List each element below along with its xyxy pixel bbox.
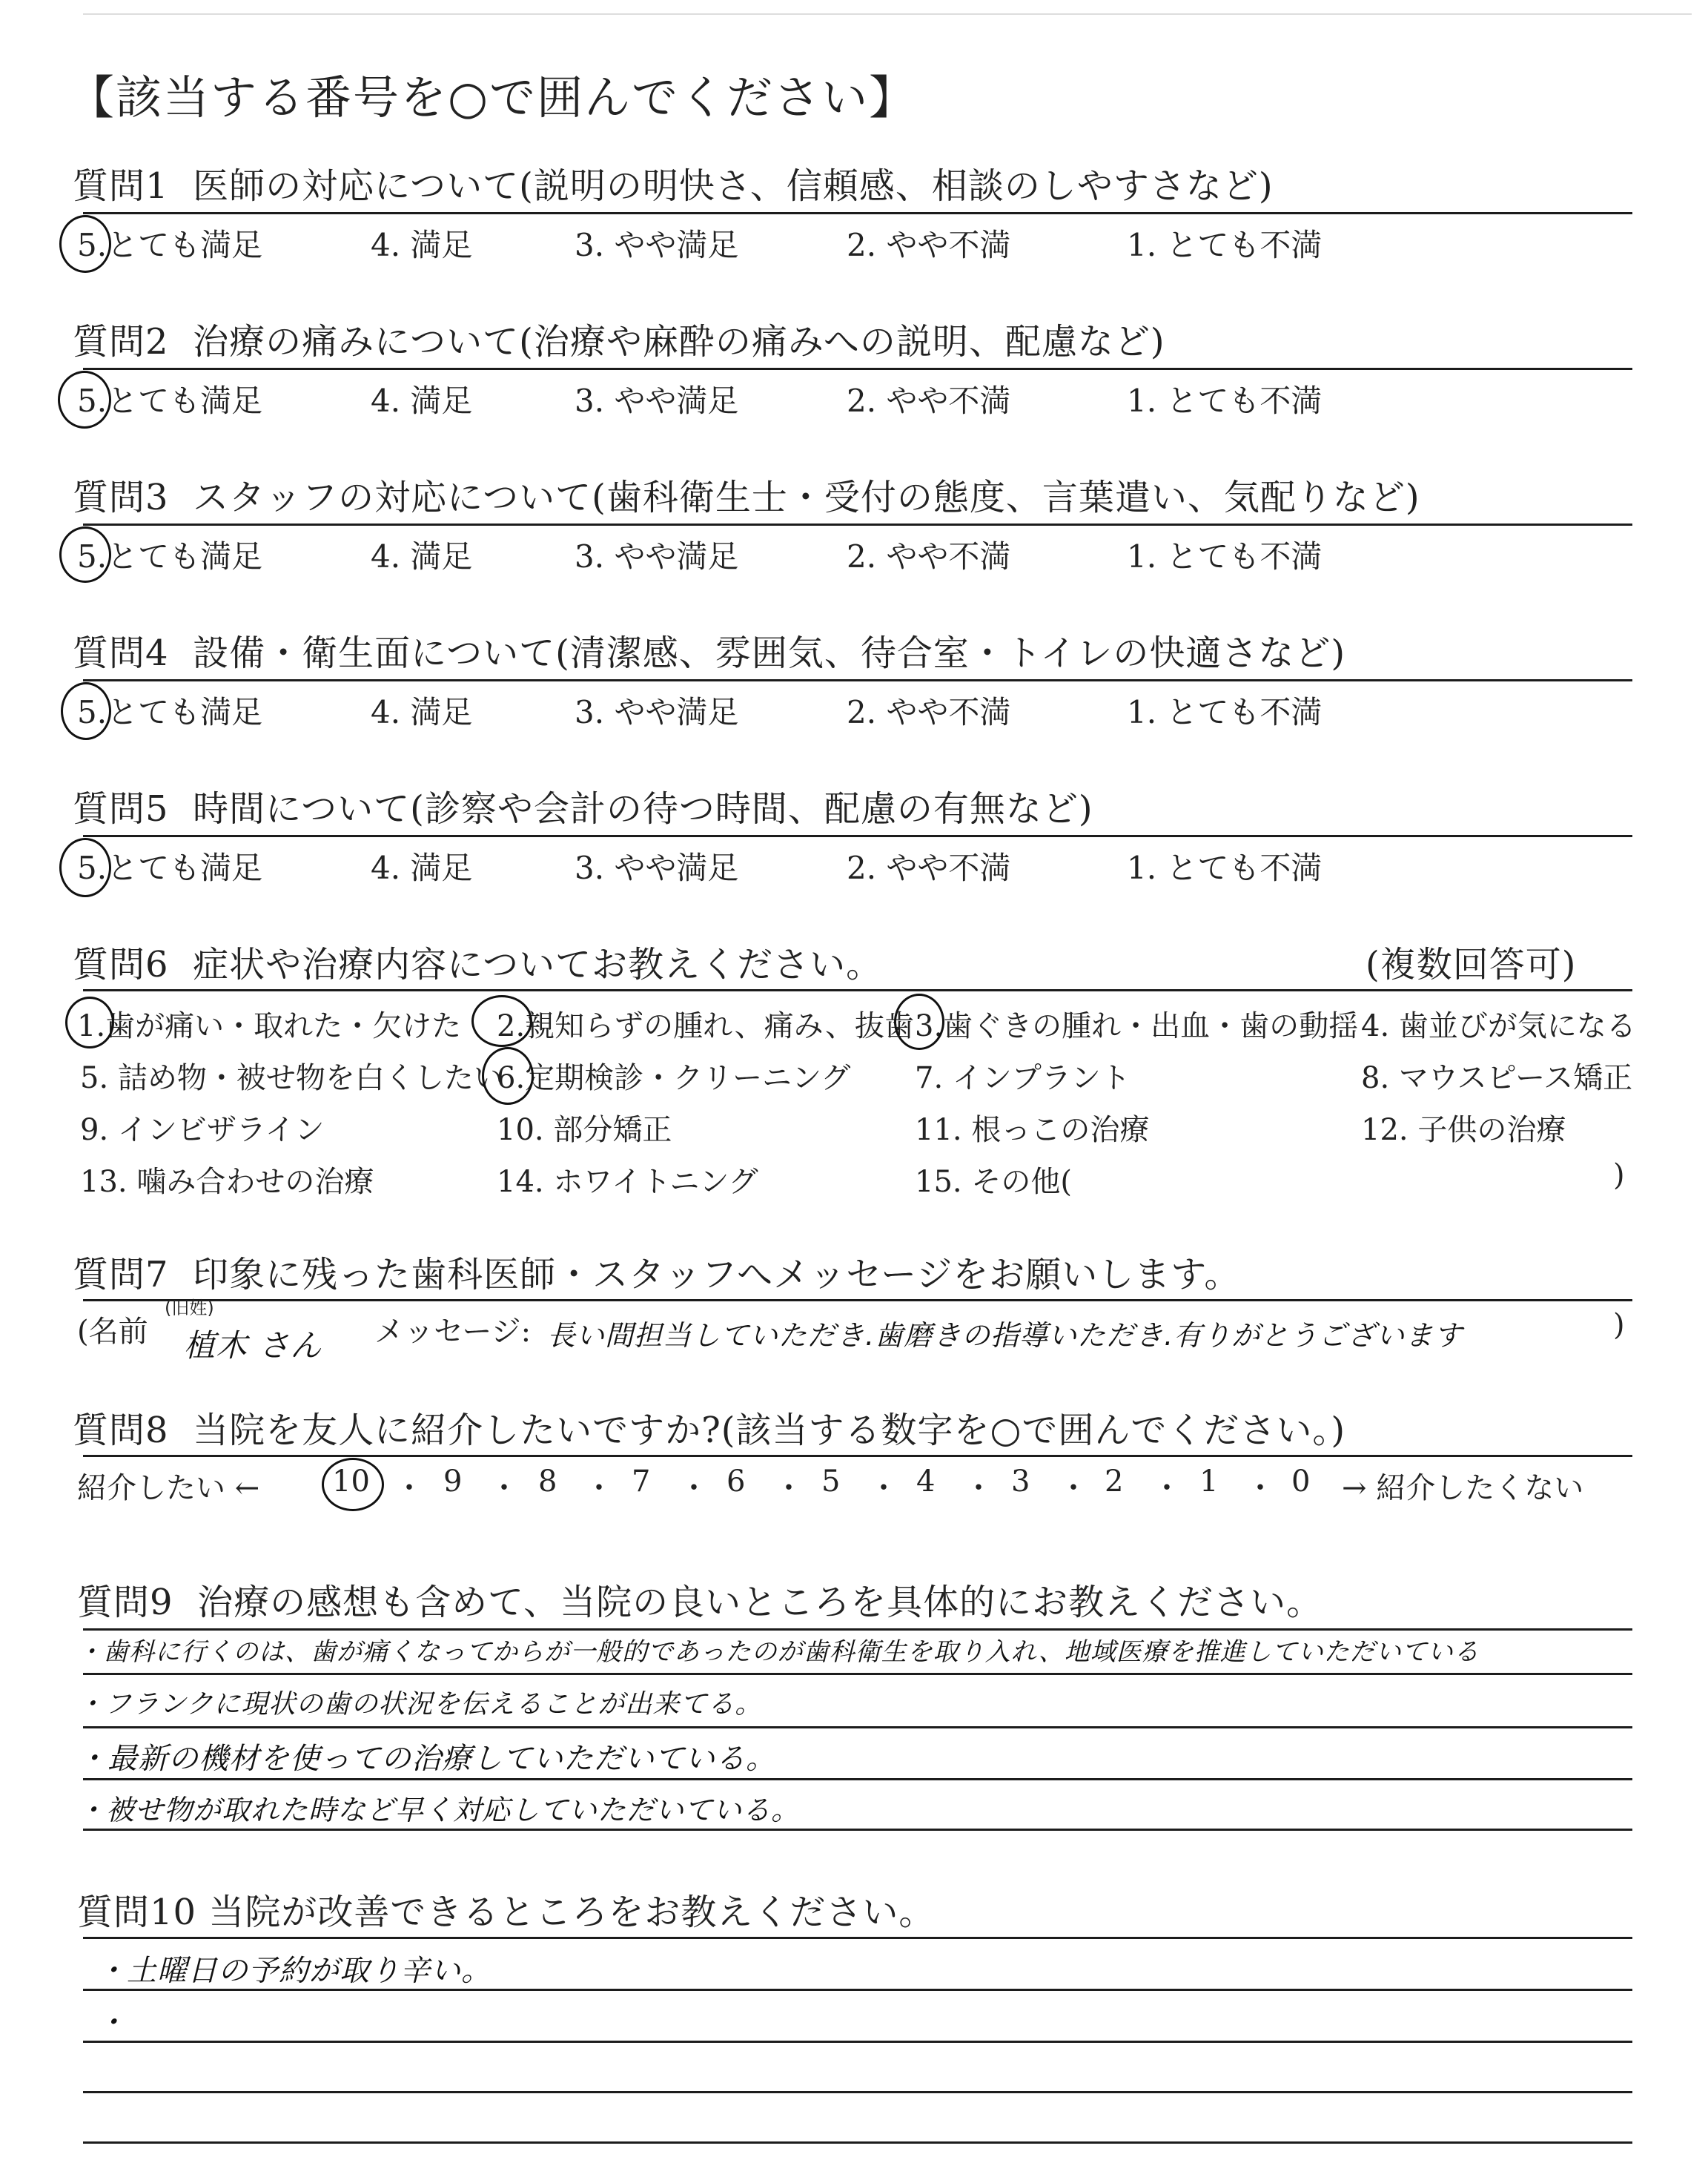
question-5-rule bbox=[83, 835, 1632, 837]
q10-answer-1[interactable]: ・土曜日の予約が取り辛い。 bbox=[96, 1954, 491, 1988]
scale-4[interactable]: 4 bbox=[916, 1464, 936, 1499]
question-8-label: 質問8 bbox=[73, 1410, 169, 1451]
q10-answer-2[interactable]: ・ bbox=[96, 2006, 127, 2040]
name-label: (名前 bbox=[77, 1315, 148, 1349]
answer-line bbox=[83, 2091, 1632, 2093]
q3-selection-circle bbox=[59, 526, 111, 583]
answer-line bbox=[83, 1778, 1632, 1780]
question-10-rule bbox=[83, 1937, 1632, 1939]
scale-3[interactable]: 3 bbox=[1011, 1464, 1030, 1499]
q3-option-2[interactable]: 2. やや不満 bbox=[847, 538, 1011, 575]
scale-dot: ・ bbox=[1245, 1471, 1275, 1505]
question-9-label: 質問9 bbox=[77, 1582, 173, 1623]
q6-item-6[interactable]: 6.定期検診・クリーニング bbox=[497, 1061, 851, 1095]
q6-item-5[interactable]: 5. 詰め物・被せ物を白くしたい bbox=[80, 1061, 503, 1095]
q6-item-1[interactable]: 1.歯が痛い・取れた・欠けた bbox=[77, 1009, 462, 1043]
q6-item-11[interactable]: 11. 根っこの治療 bbox=[915, 1113, 1150, 1147]
q6-item-12[interactable]: 12. 子供の治療 bbox=[1361, 1113, 1566, 1147]
question-7-label: 質問7 bbox=[73, 1254, 169, 1295]
question-6 bbox=[73, 936, 882, 987]
q1-option-1[interactable]: 1. とても不満 bbox=[1127, 227, 1323, 263]
q1-option-5[interactable]: 5.とても満足 bbox=[77, 227, 263, 263]
answer-line bbox=[83, 1726, 1632, 1728]
q4-option-2[interactable]: 2. やや不満 bbox=[847, 694, 1011, 730]
q5-selection-circle bbox=[59, 838, 111, 897]
question-2 bbox=[73, 313, 1165, 364]
q4-option-3[interactable]: 3. やや満足 bbox=[575, 694, 739, 730]
q6-item-3[interactable]: 3.歯ぐきの腫れ・出血・歯の動揺 bbox=[915, 1009, 1359, 1043]
scale-dot: ・ bbox=[1059, 1471, 1088, 1505]
question-1-rule bbox=[83, 212, 1632, 214]
answer-line bbox=[83, 1673, 1632, 1675]
answer-line bbox=[83, 1989, 1632, 1991]
question-6-note: (複数回答可) bbox=[1366, 944, 1577, 985]
question-9-rule bbox=[83, 1628, 1632, 1631]
question-6-rule bbox=[83, 989, 1632, 991]
q6-selection-circle-2 bbox=[471, 995, 532, 1047]
question-3 bbox=[73, 469, 1420, 520]
question-7-rule bbox=[83, 1299, 1632, 1301]
q6-selection-circle-6 bbox=[482, 1047, 534, 1105]
q1-option-3[interactable]: 3. やや満足 bbox=[575, 227, 739, 263]
question-1-text: 医師の対応について(説明の明快さ、信頼感、相談のしやすさなど) bbox=[193, 165, 1274, 207]
question-9-text: 治療の感想も含めて、当院の良いところを具体的にお教えください。 bbox=[197, 1582, 1323, 1623]
scale-6[interactable]: 6 bbox=[726, 1464, 746, 1499]
question-2-label: 質問2 bbox=[73, 321, 169, 363]
q5-option-4[interactable]: 4. 満足 bbox=[371, 850, 473, 886]
message-label: メッセージ: bbox=[374, 1315, 532, 1349]
q6-item-7[interactable]: 7. インプラント bbox=[915, 1061, 1131, 1095]
q6-item-8[interactable]: 8. マウスピース矯正 bbox=[1361, 1061, 1633, 1095]
question-6-label: 質問6 bbox=[73, 944, 169, 985]
answer-line bbox=[83, 2041, 1632, 2043]
q4-option-1[interactable]: 1. とても不満 bbox=[1127, 694, 1323, 730]
message-close: ) bbox=[1613, 1308, 1625, 1342]
question-5-text: 時間について(診察や会計の待つ時間、配慮の有無など) bbox=[193, 788, 1093, 830]
question-1-label: 質問1 bbox=[73, 165, 169, 207]
name-former-note: (旧姓) bbox=[165, 1298, 214, 1318]
q2-option-1[interactable]: 1. とても不満 bbox=[1127, 383, 1323, 419]
question-7-text: 印象に残った歯科医師・スタッフへメッセージをお願いします。 bbox=[193, 1254, 1241, 1295]
message-value[interactable]: 長い間担当していただき.歯磨きの指導いただき.有りがとうございます bbox=[547, 1319, 1463, 1352]
scale-dot: ・ bbox=[1152, 1471, 1182, 1505]
scale-dot: ・ bbox=[869, 1471, 898, 1505]
q3-option-3[interactable]: 3. やや満足 bbox=[575, 538, 739, 575]
recommend-right-label: → 紹介したくない bbox=[1342, 1471, 1584, 1505]
question-5-label: 質問5 bbox=[73, 788, 169, 830]
q9-answer-2[interactable]: ・フランクに現状の歯の状況を伝えることが出来てる。 bbox=[77, 1689, 763, 1720]
question-7 bbox=[73, 1246, 1240, 1297]
q4-option-4[interactable]: 4. 満足 bbox=[371, 694, 473, 730]
q3-option-4[interactable]: 4. 満足 bbox=[371, 538, 473, 575]
q5-option-3[interactable]: 3. やや満足 bbox=[575, 850, 739, 886]
scale-dot: ・ bbox=[679, 1471, 709, 1505]
q4-option-5[interactable]: 5.とても満足 bbox=[77, 694, 263, 730]
scale-dot: ・ bbox=[774, 1471, 804, 1505]
page-title: 【該当する番号を○で囲んでください】 bbox=[68, 70, 917, 125]
question-10-label: 質問10 bbox=[77, 1892, 197, 1933]
scale-dot: ・ bbox=[964, 1471, 993, 1505]
question-8 bbox=[73, 1401, 1345, 1453]
q6-selection-circle-3 bbox=[894, 994, 944, 1050]
question-3-label: 質問3 bbox=[73, 477, 169, 518]
scale-dot: ・ bbox=[584, 1471, 614, 1505]
question-3-text: スタッフの対応について(歯科衛生士・受付の態度、言葉遣い、気配りなど) bbox=[193, 477, 1420, 518]
scale-0[interactable]: 0 bbox=[1291, 1464, 1311, 1499]
q6-item-4[interactable]: 4. 歯並びが気になる bbox=[1361, 1009, 1636, 1043]
q9-answer-3[interactable]: ・最新の機材を使っての治療していただいている。 bbox=[77, 1742, 776, 1776]
question-3-rule bbox=[83, 524, 1632, 526]
q2-option-3[interactable]: 3. やや満足 bbox=[575, 383, 739, 419]
q5-option-1[interactable]: 1. とても不満 bbox=[1127, 850, 1323, 886]
scale-10[interactable]: 10 bbox=[332, 1464, 370, 1499]
scale-dot: ・ bbox=[394, 1471, 424, 1505]
scale-9[interactable]: 9 bbox=[443, 1464, 463, 1499]
scale-dot: ・ bbox=[489, 1471, 519, 1505]
q5-option-2[interactable]: 2. やや不満 bbox=[847, 850, 1011, 886]
q9-answer-4[interactable]: ・被せ物が取れた時など早く対応していただいている。 bbox=[77, 1794, 801, 1826]
question-9 bbox=[77, 1573, 1323, 1625]
question-5 bbox=[73, 780, 1093, 831]
name-value[interactable]: 植木 さん bbox=[184, 1327, 322, 1364]
scale-8[interactable]: 8 bbox=[538, 1464, 557, 1499]
question-4-label: 質問4 bbox=[73, 633, 169, 674]
answer-line bbox=[83, 2141, 1632, 2144]
q6-item-10[interactable]: 10. 部分矯正 bbox=[497, 1113, 672, 1147]
question-10 bbox=[77, 1883, 935, 1935]
scale-7[interactable]: 7 bbox=[632, 1464, 651, 1499]
recommend-left-label: 紹介したい ← bbox=[77, 1471, 260, 1505]
q6-selection-circle-1 bbox=[65, 997, 114, 1048]
q2-option-5[interactable]: 5.とても満足 bbox=[77, 383, 263, 419]
question-10-text: 当院が改善できるところをお教えください。 bbox=[208, 1892, 936, 1933]
question-2-rule bbox=[83, 368, 1632, 370]
q6-item-9[interactable]: 9. インビザライン bbox=[80, 1113, 325, 1147]
q2-option-2[interactable]: 2. やや不満 bbox=[847, 383, 1011, 419]
q6-item-13[interactable]: 13. 噛み合わせの治療 bbox=[80, 1165, 374, 1199]
scale-2[interactable]: 2 bbox=[1105, 1464, 1124, 1499]
q9-answer-1[interactable]: ・歯科に行くのは、歯が痛くなってからが一般的であったのが歯科衛生を取り入れ、地域医療を推進していただいている bbox=[77, 1637, 1480, 1667]
q6-item-15-close: ) bbox=[1613, 1158, 1625, 1192]
q6-item-14[interactable]: 14. ホワイトニング bbox=[497, 1165, 758, 1199]
q2-selection-circle bbox=[58, 371, 111, 429]
question-4-rule bbox=[83, 679, 1632, 681]
scale-1[interactable]: 1 bbox=[1199, 1464, 1219, 1499]
question-8-text: 当院を友人に紹介したいですか?(該当する数字を○で囲んでください。) bbox=[193, 1410, 1346, 1451]
answer-line bbox=[83, 1829, 1632, 1831]
q1-option-4[interactable]: 4. 満足 bbox=[371, 227, 473, 263]
q6-item-15[interactable]: 15. その他( bbox=[915, 1165, 1072, 1199]
q3-option-5[interactable]: 5.とても満足 bbox=[77, 538, 263, 575]
top-border bbox=[83, 13, 1692, 15]
question-8-rule bbox=[83, 1455, 1632, 1457]
q3-option-1[interactable]: 1. とても不満 bbox=[1127, 538, 1323, 575]
q1-option-2[interactable]: 2. やや不満 bbox=[847, 227, 1011, 263]
question-4-text: 設備・衛生面について(清潔感、雰囲気、待合室・トイレの快適さなど) bbox=[193, 633, 1346, 674]
q2-option-4[interactable]: 4. 満足 bbox=[371, 383, 473, 419]
q6-item-2[interactable]: 2.親知らずの腫れ、痛み、抜歯 bbox=[497, 1009, 914, 1043]
question-6-text: 症状や治療内容についてお教えください。 bbox=[193, 944, 883, 985]
question-2-text: 治療の痛みについて(治療や麻酔の痛みへの説明、配慮など) bbox=[193, 321, 1165, 363]
question-4 bbox=[73, 624, 1345, 676]
q4-selection-circle bbox=[61, 682, 111, 740]
scale-5[interactable]: 5 bbox=[821, 1464, 841, 1499]
question-1 bbox=[73, 157, 1274, 208]
q5-option-5[interactable]: 5.とても満足 bbox=[77, 850, 263, 886]
scale-selection-circle bbox=[322, 1458, 384, 1511]
q1-selection-circle bbox=[59, 215, 111, 273]
